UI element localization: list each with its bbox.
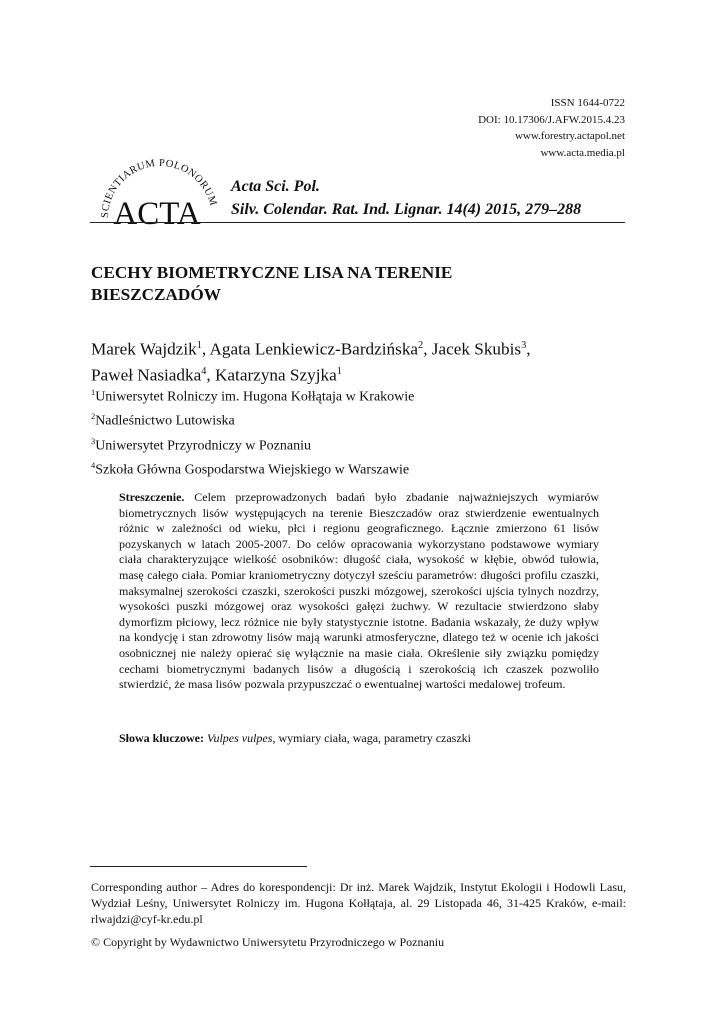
author: Paweł Nasiadka [91,365,202,385]
url-acta[interactable]: www.acta.media.pl [540,146,625,159]
url-forestry[interactable]: www.forestry.actapol.net [514,130,625,142]
abstract [119,490,599,693]
affiliation: $^1$Uniwersytet Rolniczy im. Hugona Kołłątaja w Krakowie [91,388,415,405]
affiliation: $^4$Szkoła Główna Gospodarstwa Wiejskiego w Warszawie [91,460,410,478]
corresponding-author-note: Corresponding author – Adres do korespondencji: Dr inż. Marek Wajdzik, Instytut Ekologii i Hodowli Lasu, Wydział Leśny, Uniwersytet Rolniczy im. Hugona Kołłątaja, al. 29 Listopada 46, 31-425 Kraków, e-mail: rlwajdzi@cyf-kr.edu.pl [91,880,626,926]
abstract-label: Streszczenie. [119,490,185,504]
journal-citation: Silv. Colendar. Rat. Ind. Lignar. 14(4) 2015, 279–288 [231,201,582,218]
journal-info [231,175,581,221]
author: Marek Wajdzik [91,339,197,359]
abstract-text: Celem przeprowadzonych badań było zbadanie najważniejszych wymiarów biometrycznych lisów występujących na terenie Bieszczadów oraz stwierdzenie ewentualnych różnic w zależności od wieku, płci i regionu geograficznego. Łącznie zmierzono 61 lisów pozyskanych w latach 2005-2007. Do celów opracowania wykorzystano podstawowe wymiary ciała charakteryzujące wielkość osobników: długość ciała, wysokość w kłębie, obwód tułowia, masę całego ciała. Pomiar kraniometryczny dotyczył sześciu parametrów: długości profilu czaszki, maksymalnej szerokości czaszki, szerokości puszki mózgowej, szerokości ujścia tylnych nozdrzy, wysokości puszki mózgowej oraz wysokości gałęzi żuchwy. W rezultacie stwierdzono słaby dymorfizm płciowy, lecz różnice nie były statystycznie istotne. Badania wskazały, że duży wpływ na kondycję i stan zdrowotny lisów mają warunki atmosferyczne, dlatego też w ocenie ich jakości osobnicznej nie należy opierać się wyłącznie na masie ciała. Określenie siły związku pomiędzy cechami biometrycznymi badanych lisów a długością i szerokością ich czaszek pozwoliło stwierdzić, że masa lisów pozwala przypuszczać o ewentualnej wartości medalowej trofeum. [119,490,600,692]
acta-logo [90,140,224,226]
affiliation: $^2$Nadleśnictwo Lutowiska [91,412,235,429]
paper-title: CECHY BIOMETRYCZNE LISA NA TERENIE BIESZCZADÓW [91,263,453,304]
journal-name: Acta Sci. Pol. [231,178,320,195]
logo-word: ACTA [113,196,201,226]
publication-meta [478,95,625,161]
doi: DOI: 10.17306/J.AFW.2015.4.23 [478,113,625,126]
issn: ISSN 1644-0722 [550,97,625,109]
affiliation-list [91,383,414,480]
keywords-label: Słowa kluczowe: [119,731,204,745]
logo-arc-text: SCIENTIARUM POLONORUM [99,157,219,219]
keywords-rest: , wymiary ciała, waga, parametry czaszki [272,731,472,745]
author: Agata Lenkiewicz-Bardzińska [209,339,419,359]
keywords [119,731,599,747]
affiliation: $^3$Uniwersytet Przyrodniczy w Poznaniu [91,436,311,454]
keywords-italic: Vulpes vulpes [207,731,273,745]
footnote-rule [90,866,307,867]
header-rule [90,222,625,223]
author: Jacek Skubis [431,339,522,359]
copyright: © Copyright by Wydawnictwo Uniwersytetu Przyrodniczego w Poznaniu [91,935,445,949]
author-list: Marek Wajdzik$^1$, Agata Lenkiewicz-Bardzińska$^2$, Jacek Skubis$^3$, Paweł Nasiadka$^4$, Katarzyna Szyjka$^1$ [91,339,531,385]
author: Katarzyna Szyjka [215,365,337,385]
